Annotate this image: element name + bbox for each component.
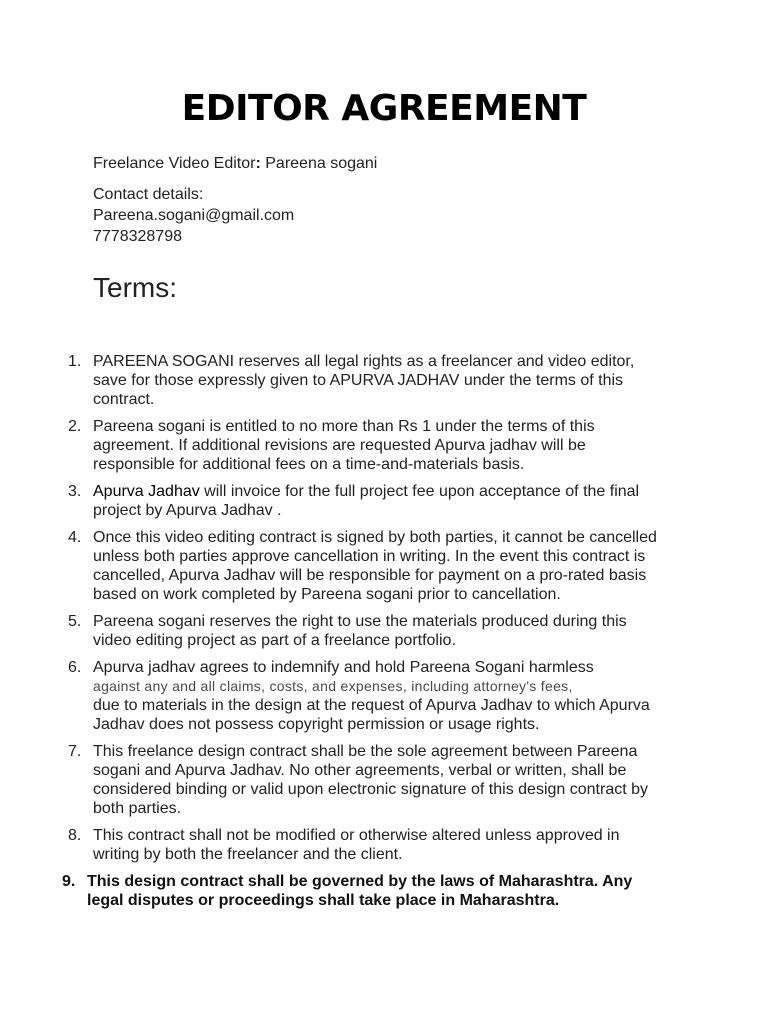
editor-colon: :	[255, 155, 261, 172]
term-number: 8.	[68, 827, 82, 844]
term-item-5	[0, 612, 768, 650]
term-text: This design contract shall be governed by the laws of Maharashtra. Any legal disputes or proceedings shall take place in Maharashtra.	[87, 873, 633, 909]
term-item-2	[0, 417, 768, 474]
term-text-part-c: due to materials in the design at the request of Apurva Jadhav to which Apurva Jadhav does not possess copyright permission or usage rights.	[93, 697, 650, 733]
term-party-name: Apurva Jadhav	[93, 483, 200, 500]
term-item-7	[0, 742, 768, 818]
term-item-1	[0, 352, 768, 409]
term-text: Pareena sogani is entitled to no more than Rs 1 under the terms of this agreement. If additional revisions are requested Apurva jadhav will be responsible for additional fees on a time-and-materials basis.	[93, 418, 595, 473]
term-number: 4.	[68, 529, 82, 546]
term-number: 3.	[68, 483, 82, 500]
term-text: Pareena sogani reserves the right to use the materials produced during this video editing project as part of a freelance portfolio.	[93, 613, 627, 649]
term-text: will invoice for the full project fee upon acceptance of the final project by Apurva Jadhav .	[93, 483, 640, 519]
editor-line	[93, 153, 377, 174]
term-item-3	[0, 482, 768, 520]
term-item-8	[0, 826, 768, 864]
term-text: This freelance design contract shall be the sole agreement between Pareena sogani and Apurva Jadhav. No other agreements, verbal or written, shall be considered binding or valid upon electronic signature of this design contract by both parties.	[93, 743, 648, 817]
term-text-part-a: Apurva jadhav agrees to indemnify and hold Pareena Sogani harmless	[93, 659, 594, 676]
contact-label: Contact details:	[93, 186, 204, 203]
document-title: EDITOR AGREEMENT	[181, 88, 587, 129]
editor-name: Pareena sogani	[265, 155, 378, 172]
term-number: 2.	[68, 418, 82, 435]
term-number: 6.	[68, 659, 82, 676]
contact-phone: 7778328798	[93, 228, 182, 245]
term-number: 7.	[68, 743, 82, 760]
term-item-9	[0, 872, 768, 910]
terms-heading: Terms:	[93, 272, 177, 303]
terms-list	[0, 352, 768, 918]
term-item-4	[0, 528, 768, 604]
term-text-part-b: against any and all claims, costs, and expenses, including attorney's fees,	[93, 678, 573, 694]
contact-block	[93, 184, 294, 247]
editor-label: Freelance Video Editor	[93, 155, 256, 172]
term-item-6	[0, 658, 768, 734]
term-number: 9.	[62, 873, 76, 890]
term-text: Once this video editing contract is signed by both parties, it cannot be cancelled unless both parties approve cancellation in writing. In the event this contract is cancelled, Apurva Jadhav will be responsible for payment on a pro-rated basis based on work completed by Pareena sogani prior to cancellation.	[93, 529, 657, 603]
term-text: This contract shall not be modified or otherwise altered unless approved in writing by both the freelancer and the client.	[93, 827, 620, 863]
contact-email: Pareena.sogani@gmail.com	[93, 207, 295, 224]
term-number: 1.	[68, 353, 82, 370]
term-number: 5.	[68, 613, 82, 630]
term-text: PAREENA SOGANI reserves all legal rights as a freelancer and video editor, save for those expressly given to APURVA JADHAV under the terms of this contract.	[93, 353, 635, 408]
